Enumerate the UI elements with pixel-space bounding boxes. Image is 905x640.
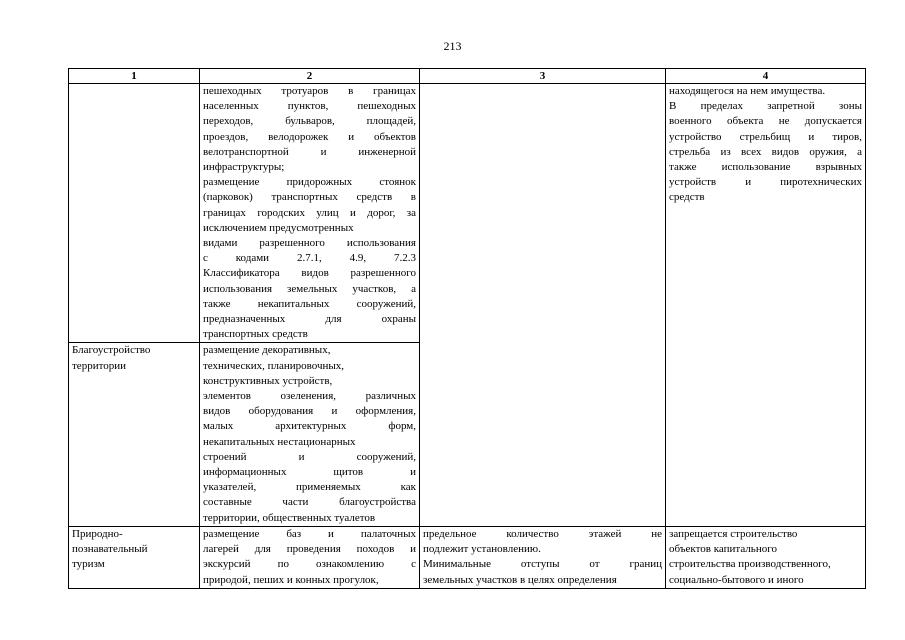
cell-text-line: Классификатора видов разрешенного xyxy=(203,267,416,280)
cell-text-line: видов оборудования и оформления, xyxy=(203,405,416,418)
cell-text-line: стрельба из всех видов оружия, а xyxy=(669,145,862,158)
cell-text-line: элементов озеленения, различных xyxy=(203,390,416,403)
cell-text-line: также использование взрывных xyxy=(669,161,862,174)
cell-text-line: устройств и пиротехнических xyxy=(669,176,862,189)
cell-text-line: Благоустройство xyxy=(72,344,151,357)
cell-text-line: экскурсий по ознакомлению с xyxy=(203,558,416,571)
cell-text-line: с кодами 2.7.1, 4.9, 7.2.3 xyxy=(203,252,416,265)
row3-col1 xyxy=(69,526,200,588)
cell-text-line: видами разрешенного использования xyxy=(203,237,416,250)
row1-col4 xyxy=(666,84,866,527)
column-header-2: 2 xyxy=(200,69,420,84)
cell-text-line: также некапитальных сооружений, xyxy=(203,297,416,310)
cell-text-line: малых архитектурных форм, xyxy=(203,420,416,433)
cell-text-line: природой, пеших и конных прогулок, xyxy=(203,573,379,586)
cell-text-line: В пределах запретной зоны xyxy=(669,100,862,113)
row2-col1 xyxy=(69,343,200,526)
cell-text-line: указателей, применяемых как xyxy=(203,481,416,494)
regulations-table xyxy=(68,68,866,589)
cell-text-line: строений и сооружений, xyxy=(203,450,416,463)
cell-text-line: пешеходных тротуаров в границах xyxy=(203,85,416,97)
column-header-3: 3 xyxy=(420,69,666,84)
cell-text-line: некапитальных нестационарных xyxy=(203,435,356,448)
cell-text-line: предназначенных для охраны xyxy=(203,313,416,326)
cell-text-line: размещение придорожных стоянок xyxy=(203,176,416,189)
row3-col4 xyxy=(666,526,866,588)
cell-text-line: предельное количество этажей не xyxy=(423,527,662,540)
cell-text-line: населенных пунктов, пешеходных xyxy=(203,100,416,113)
column-header-4: 4 xyxy=(666,69,866,84)
cell-text-line: велотранспортной и инженерной xyxy=(203,145,416,158)
cell-text-line: проездов, велодорожек и объектов xyxy=(203,130,416,143)
page-number: 213 xyxy=(443,39,462,53)
cell-text-line: составные части благоустройства xyxy=(203,496,416,509)
cell-text-line: военного объекта не допускается xyxy=(669,115,862,128)
cell-text-line: территории, общественных туалетов xyxy=(203,511,376,524)
cell-text-line: территории xyxy=(72,359,127,372)
cell-text-line: переходов, бульваров, площадей, xyxy=(203,115,416,128)
cell-text-line: Природно- xyxy=(72,527,123,540)
cell-text-line: размещение баз и палаточных xyxy=(203,527,416,540)
cell-text-line: находящегося на нем имущества. xyxy=(669,85,826,97)
cell-text-line: лагерей для проведения походов и xyxy=(203,543,416,556)
table-header-row xyxy=(69,69,866,84)
row3-col3 xyxy=(420,526,666,588)
cell-text-line: конструктивных устройств, xyxy=(203,374,333,387)
row1-col2 xyxy=(200,84,420,343)
cell-text-line: средств xyxy=(669,191,705,204)
cell-text-line: подлежит установлению. xyxy=(423,543,541,556)
cell-text-line: исключением предусмотренных xyxy=(203,221,354,234)
row2-col2 xyxy=(200,343,420,526)
cell-text-line: информационных щитов и xyxy=(203,466,416,479)
table-row xyxy=(69,526,866,588)
cell-text-line: земельных участков в целях определения xyxy=(423,573,617,586)
table-row xyxy=(69,84,866,343)
cell-text-line: инфраструктуры; xyxy=(203,161,285,174)
cell-text-line: строительства производственного, xyxy=(669,558,831,571)
cell-text-line: использования земельных участков, а xyxy=(203,282,416,295)
cell-text-line: социально-бытового и иного xyxy=(669,573,804,586)
row1-col3 xyxy=(420,84,666,527)
row3-col2 xyxy=(200,526,420,588)
cell-text-line: границах городских улиц и дорог, за xyxy=(203,206,416,219)
cell-text-line: Минимальные отступы от границ xyxy=(423,558,662,571)
cell-text-line: туризм xyxy=(72,558,105,571)
cell-text-line: технических, планировочных, xyxy=(203,359,345,372)
cell-text-line: транспортных средств xyxy=(203,328,308,341)
cell-text-line: (парковок) транспортных средств в xyxy=(203,191,416,204)
cell-text-line: устройство стрельбищ и тиров, xyxy=(669,130,862,143)
row1-col1 xyxy=(69,84,200,343)
cell-text-line: размещение декоративных, xyxy=(203,344,331,357)
cell-text-line: запрещается строительство xyxy=(669,527,798,540)
cell-text-line: объектов капитального xyxy=(669,543,777,556)
column-header-1: 1 xyxy=(69,69,200,84)
cell-text-line: познавательный xyxy=(72,543,148,556)
